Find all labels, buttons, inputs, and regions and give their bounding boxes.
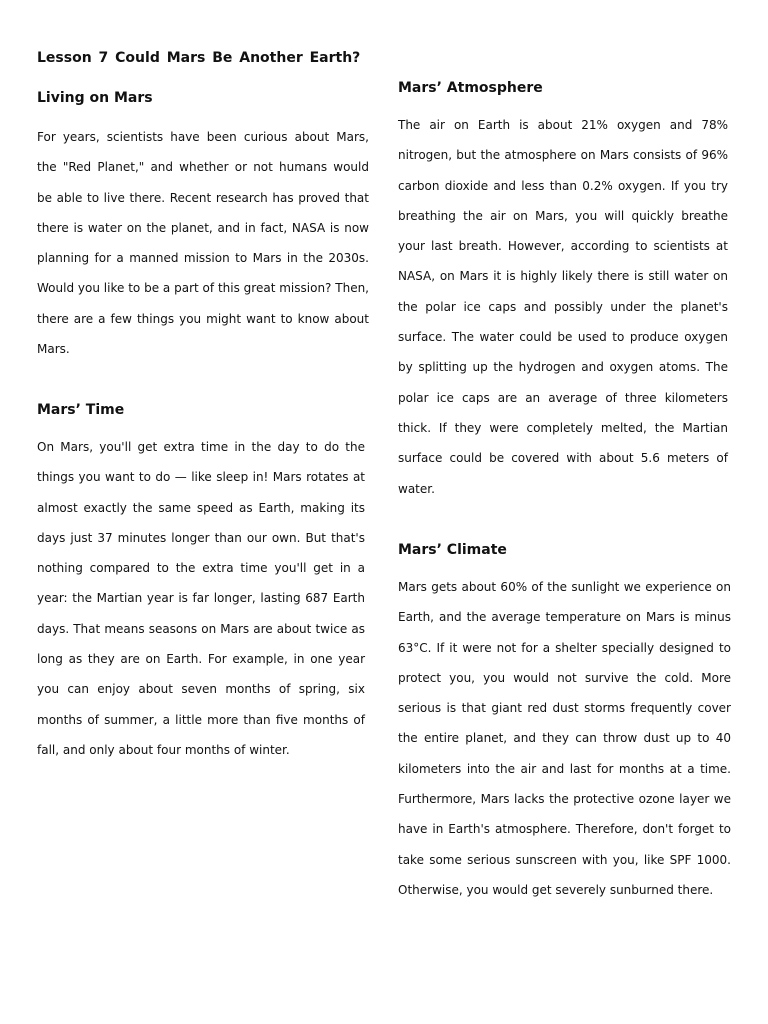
section-heading-living-on-mars: Living on Mars — [37, 90, 153, 106]
lesson-title: Lesson 7 Could Mars Be Another Earth? — [37, 50, 361, 66]
mars-time-paragraph: On Mars, you'll get extra time in the day to do the things you want to do — like sleep in! Mars rotates at almost exactly the same speed as Earth, making its days just 37 minutes longer than our own. But that's nothing compared to the extra time you'll get in a year: the Martian year is far longer, lasting 687 Earth days. That means seasons on Mars are about twice as long as they are on Earth. For example, in one year you can enjoy about seven months of spring, six months of summer, a little more than five months of fall, and only about four months of winter. — [37, 440, 365, 757]
mars-atmosphere-paragraph: The air on Earth is about 21% oxygen and 78% nitrogen, but the atmosphere on Mars consists of 96% carbon dioxide and less than 0.2% oxygen. If you try breathing the air on Mars, you will quickly breathe your last breath. However, according to scientists at NASA, on Mars it is highly likely there is still water on the polar ice caps and possibly under the planet's surface. The water could be used to produce oxygen by splitting up the hydrogen and oxygen atoms. The polar ice caps are an average of three kilometers thick. If they were completely melted, the Martian surface could be covered with about 5.6 meters of water. — [398, 118, 728, 496]
intro-paragraph: For years, scientists have been curious about Mars, the "Red Planet," and whether or not humans would be able to live there. Recent research has proved that there is water on the planet, and in fact, NASA is now planning for a manned mission to Mars in the 2030s. Would you like to be a part of this great mission? Then, there are a few things you might want to know about Mars. — [37, 130, 369, 357]
section-heading-mars-time: Mars’ Time — [37, 402, 125, 418]
section-heading-mars-atmosphere: Mars’ Atmosphere — [398, 80, 543, 96]
section-heading-mars-climate: Mars’ Climate — [398, 542, 507, 558]
mars-climate-paragraph: Mars gets about 60% of the sunlight we experience on Earth, and the average temperature on Mars is minus 63°C. If it were not for a shelter specially designed to protect you, you would not survive the cold. More serious is that giant red dust storms frequently cover the entire planet, and they can throw dust up to 40 kilometers into the air and last for months at a time. Furthermore, Mars lacks the protective ozone layer we have in Earth's atmosphere. Therefore, don't forget to take some serious sunscreen with you, like SPF 1000. Otherwise, you would get severely sunburned there. — [398, 580, 731, 897]
